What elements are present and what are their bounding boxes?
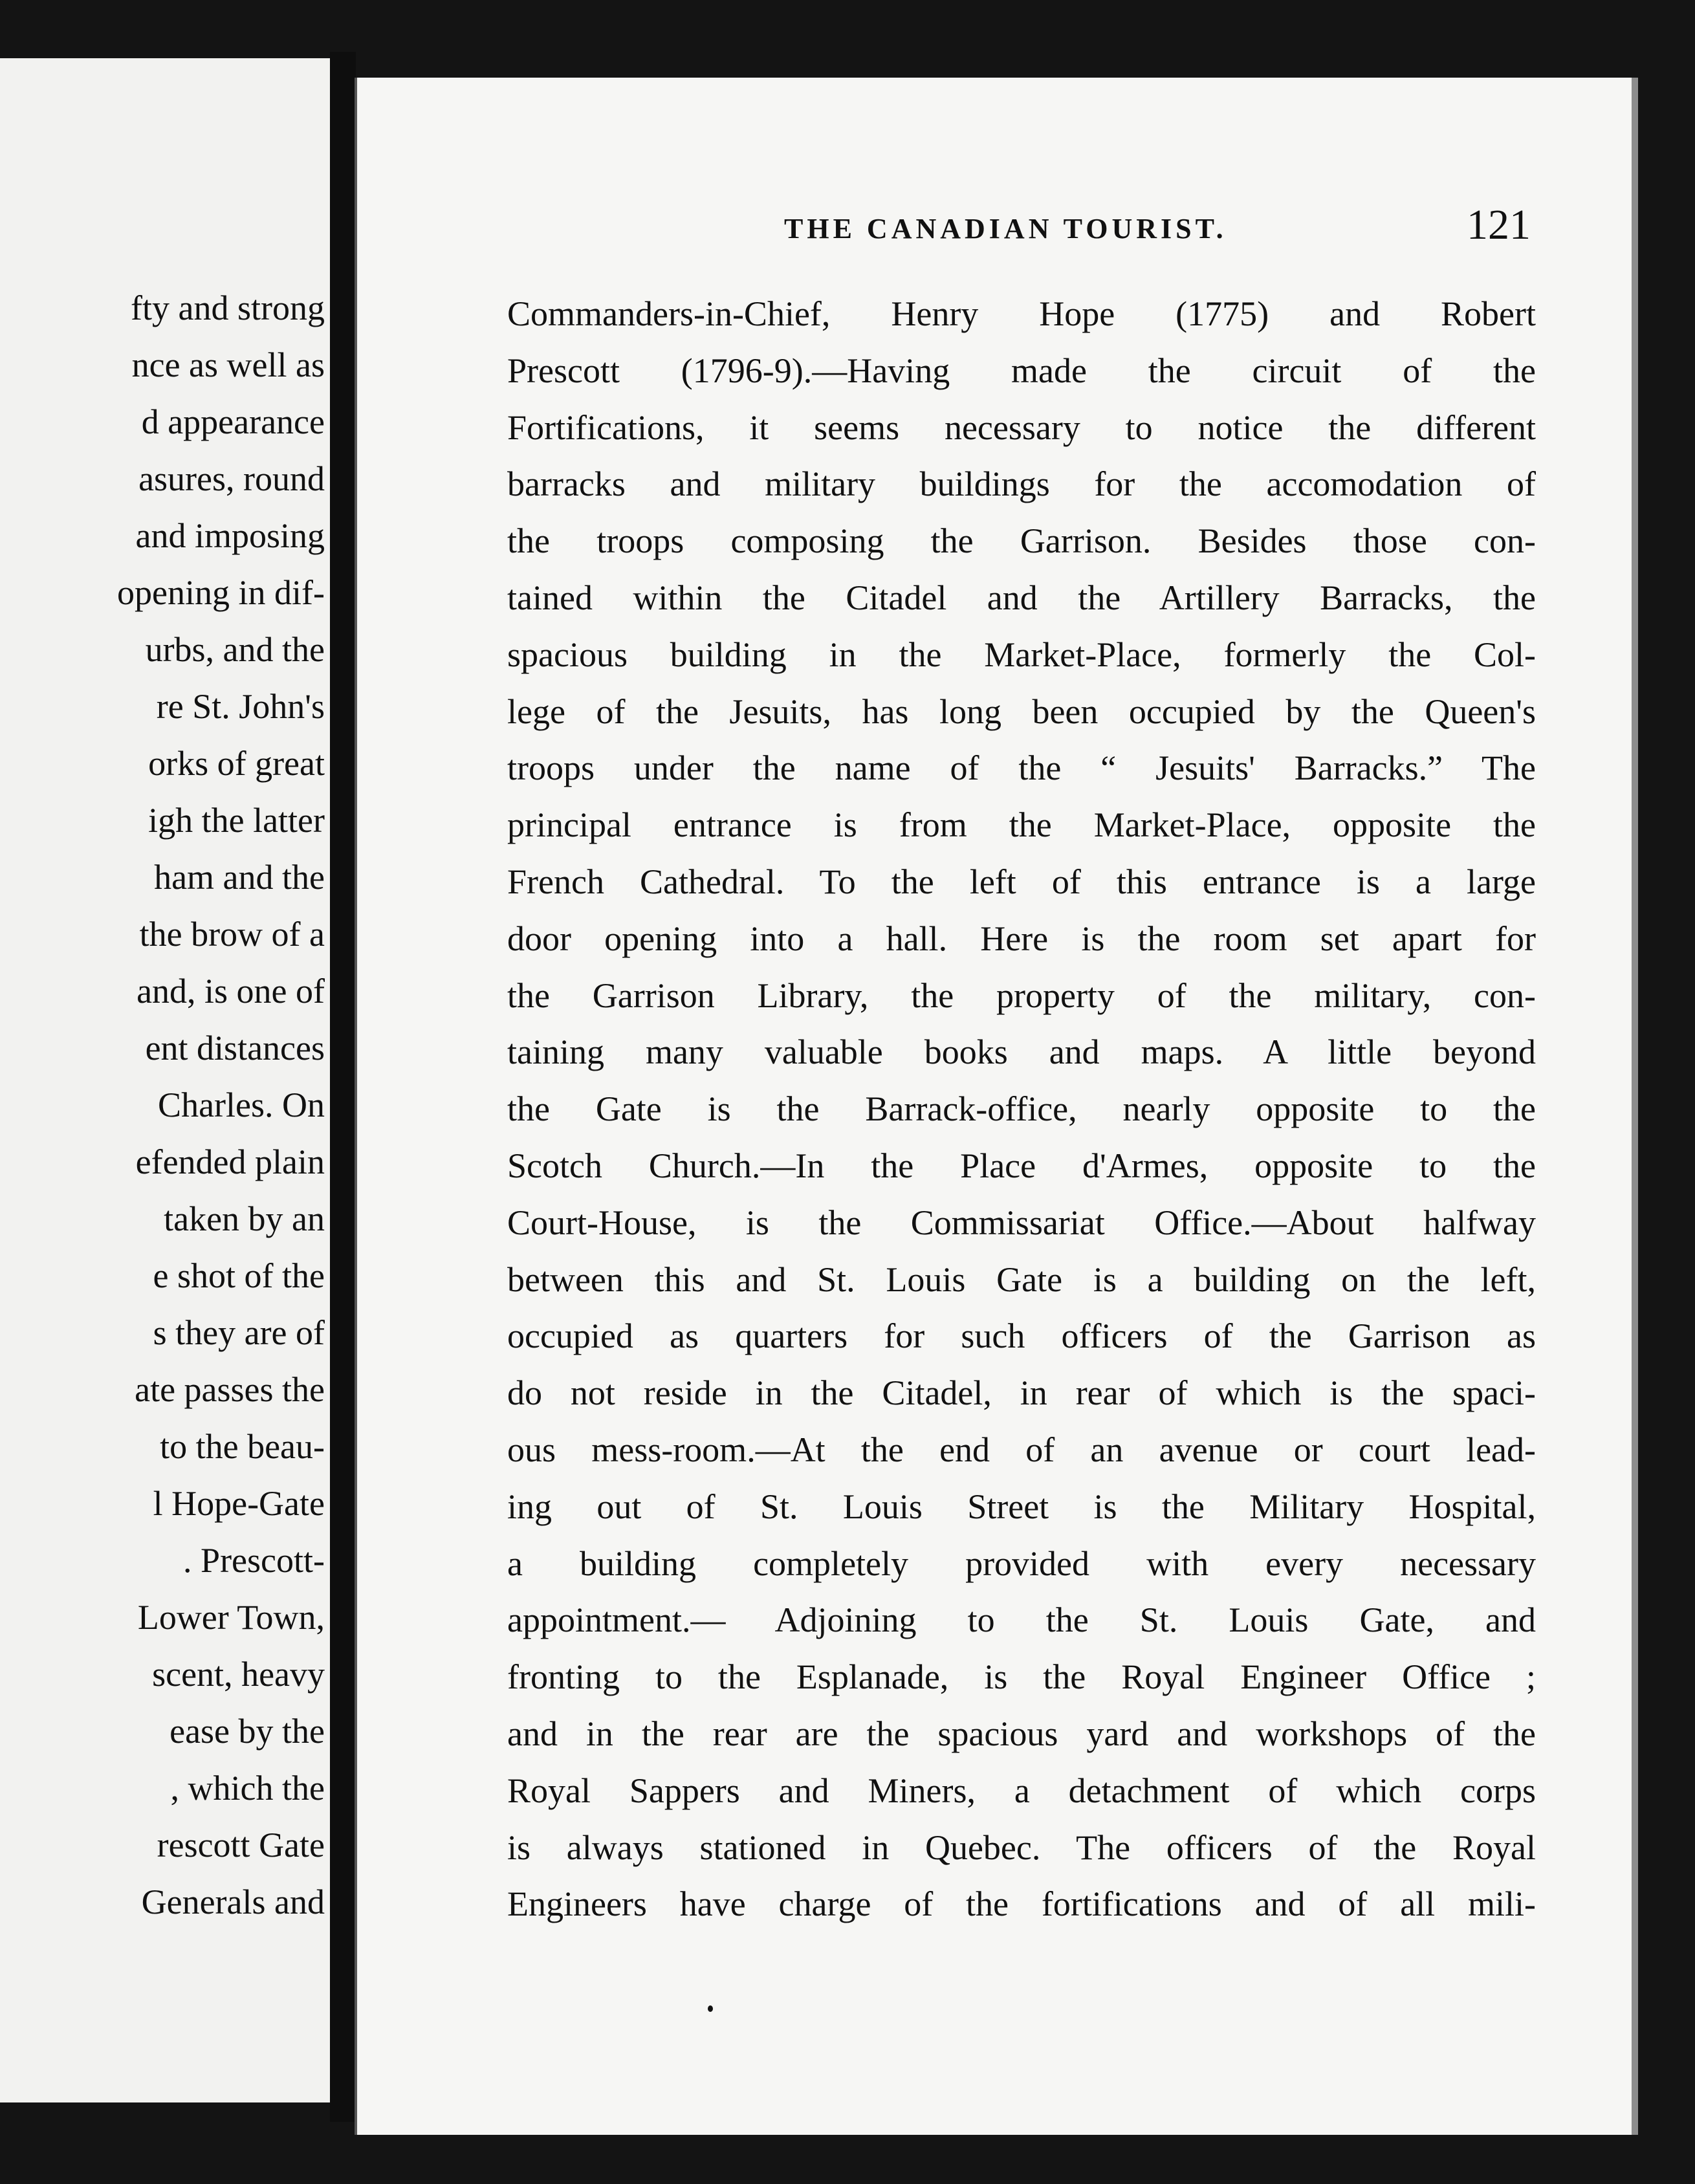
left-page-line: ease by the <box>170 1712 325 1751</box>
left-page-line: fty and strong <box>131 289 325 327</box>
body-line: Fortifications, it seems necessary to notice the different <box>507 408 1536 447</box>
left-page-line: re St. John's <box>156 687 325 726</box>
body-line: troops under the name of the “ Jesuits' Barracks.” The <box>507 748 1536 788</box>
body-line: principal entrance is from the Market-Place, opposite the <box>507 805 1536 845</box>
body-line: Commanders-in-Chief, Henry Hope (1775) and Robert <box>507 294 1536 333</box>
running-title: THE CANADIAN TOURIST. <box>784 213 1227 245</box>
body-line: do not reside in the Citadel, in rear of which is the spaci- <box>507 1373 1536 1413</box>
body-line: door opening into a hall. Here is the room set apart for <box>507 919 1536 958</box>
left-page-line: ham and the <box>154 858 325 897</box>
body-line: occupied as quarters for such officers of the Garrison as <box>507 1316 1536 1356</box>
page-number: 121 <box>1467 201 1531 248</box>
left-page-line: and imposing <box>135 516 325 555</box>
left-page-line: d appearance <box>141 402 325 441</box>
body-line: ous mess-room.—At the end of an avenue or court lead- <box>507 1430 1536 1469</box>
body-line: French Cathedral. To the left of this entrance is a large <box>507 862 1536 901</box>
body-line: Prescott (1796-9).—Having made the circuit of the <box>507 351 1536 390</box>
left-page-line: scent, heavy <box>152 1655 325 1694</box>
running-head <box>357 201 1625 265</box>
left-page-line: s they are of <box>153 1313 325 1352</box>
body-line: Engineers have charge of the fortifications and of all mili- <box>507 1884 1536 1924</box>
body-line: Court-House, is the Commissariat Office.—About halfway <box>507 1203 1536 1242</box>
left-page-line: Charles. On <box>158 1086 325 1124</box>
left-page-line: to the beau- <box>160 1427 325 1466</box>
left-page-line: igh the latter <box>148 801 325 840</box>
left-page-line: nce as well as <box>131 345 325 384</box>
book-gutter <box>330 52 356 2122</box>
body-line: ing out of St. Louis Street is the Military Hospital, <box>507 1487 1536 1526</box>
body-line: Royal Sappers and Miners, a detachment of which corps <box>507 1771 1536 1810</box>
body-line: a building completely provided with every necessary <box>507 1544 1536 1583</box>
left-page-line: urbs, and the <box>145 630 325 669</box>
left-page-line: opening in dif- <box>117 573 325 612</box>
body-line: taining many valuable books and maps. A little beyond <box>507 1032 1536 1072</box>
left-page-line: orks of great <box>148 744 325 783</box>
body-line: between this and St. Louis Gate is a building on the left, <box>507 1260 1536 1299</box>
body-line: spacious building in the Market-Place, formerly the Col- <box>507 635 1536 674</box>
right-page <box>355 78 1638 2135</box>
left-page-line: rescott Gate <box>157 1826 325 1864</box>
left-page-line: l Hope-Gate <box>153 1484 325 1523</box>
left-page-text <box>0 279 325 1930</box>
left-page-line: and, is one of <box>137 972 325 1010</box>
ink-dot <box>708 2005 713 2012</box>
left-page-line: efended plain <box>135 1142 325 1181</box>
left-page-line: taken by an <box>164 1199 325 1238</box>
body-line: lege of the Jesuits, has long been occupied by the Queen's <box>507 692 1536 731</box>
left-page-line: ate passes the <box>135 1370 325 1409</box>
body-line: the Garrison Library, the property of the military, con- <box>507 976 1536 1015</box>
left-page-line: Generals and <box>141 1883 325 1921</box>
left-page <box>0 58 333 2102</box>
body-line: tained within the Citadel and the Artillery Barracks, the <box>507 578 1536 617</box>
left-page-line: the brow of a <box>139 915 325 954</box>
body-line: and in the rear are the spacious yard and workshops of the <box>507 1714 1536 1753</box>
body-line: the troops composing the Garrison. Besides those con- <box>507 521 1536 561</box>
left-page-line: Lower Town, <box>137 1598 325 1637</box>
body-line: barracks and military buildings for the accomodation of <box>507 464 1536 504</box>
body-text <box>507 286 1536 1933</box>
left-page-line: asures, round <box>138 459 325 498</box>
left-page-line: . Prescott- <box>183 1541 325 1580</box>
body-line: is always stationed in Quebec. The officers of the Royal <box>507 1828 1536 1867</box>
body-line: Scotch Church.—In the Place d'Armes, opposite to the <box>507 1146 1536 1185</box>
left-page-line: e shot of the <box>153 1256 325 1295</box>
left-page-line: , which the <box>170 1769 325 1807</box>
body-line: the Gate is the Barrack-office, nearly opposite to the <box>507 1089 1536 1129</box>
body-line: fronting to the Esplanade, is the Royal Engineer Office ; <box>507 1657 1536 1697</box>
left-page-line: ent distances <box>145 1029 325 1067</box>
body-line: appointment.— Adjoining to the St. Louis Gate, and <box>507 1600 1536 1640</box>
